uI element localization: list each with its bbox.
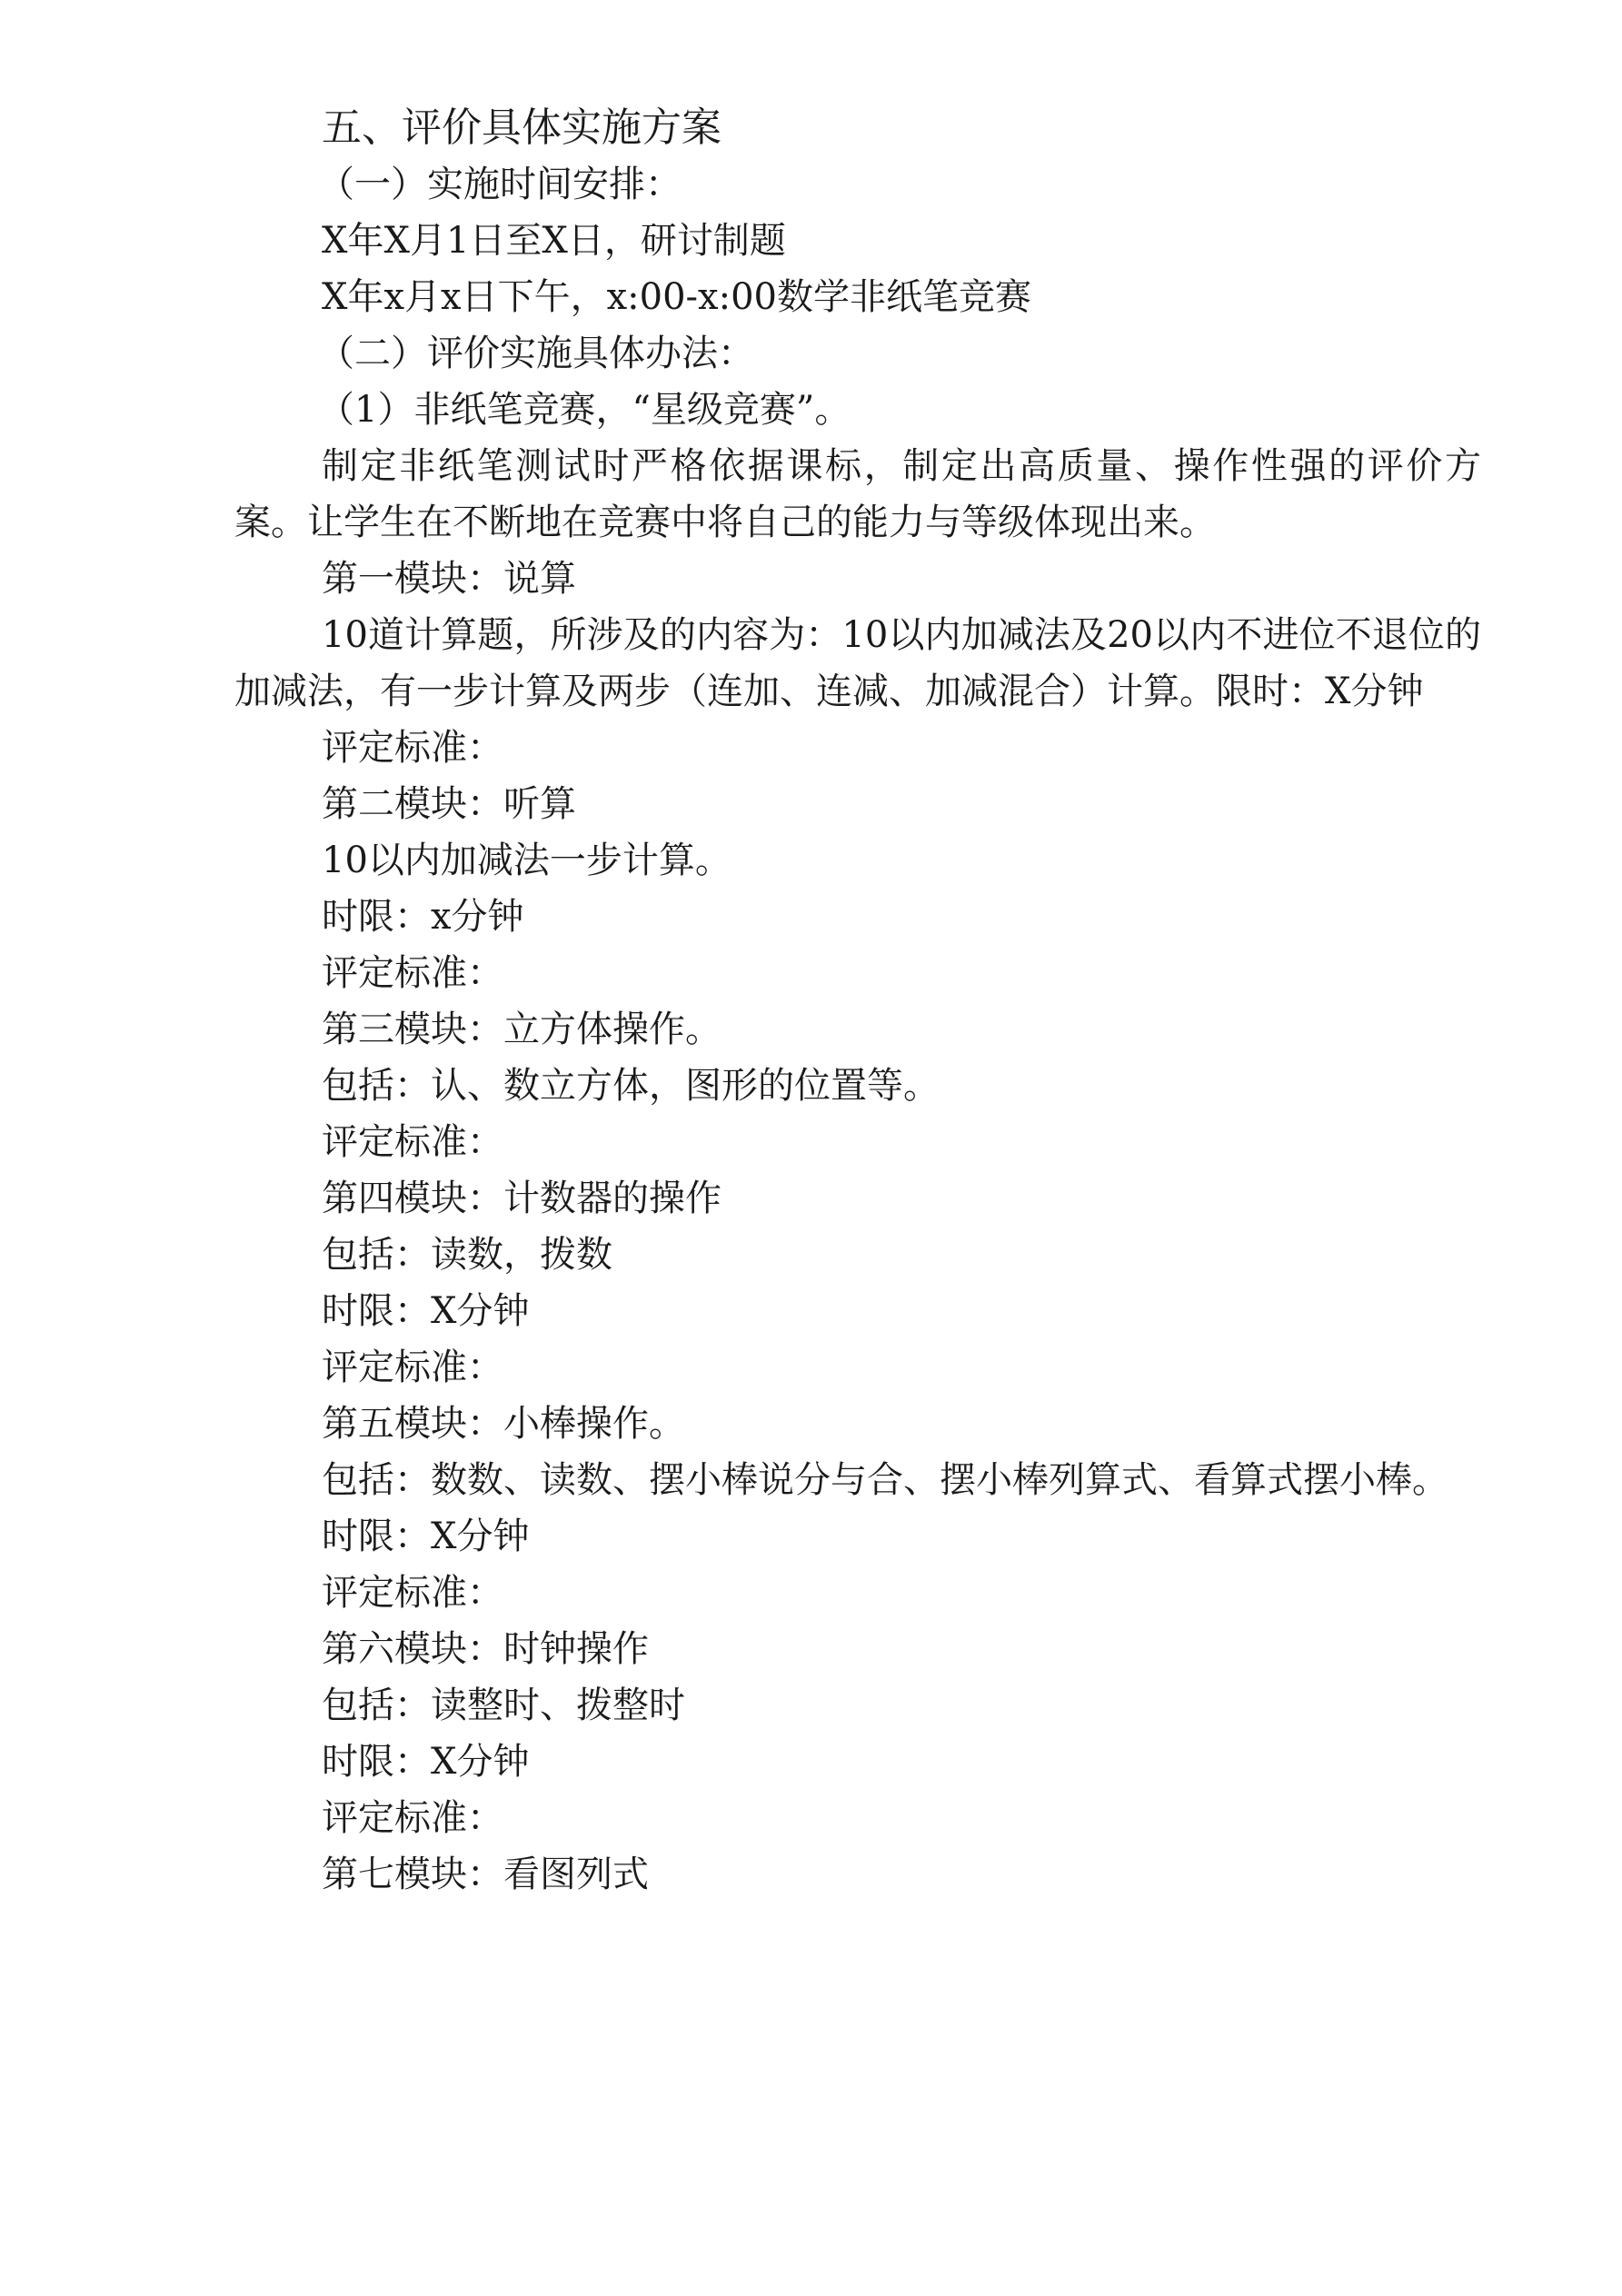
time-limit: 时限：X分钟 (322, 1516, 530, 1557)
paragraph: 10道计算题，所涉及的内容为：10以内加减法及20以内不进位不退位的加减法，有一步计算及两步（连加、连减、加减混合）计算。限时：X分钟 (234, 614, 1481, 712)
criteria-label: 评定标准： (322, 1121, 503, 1163)
schedule-line: X年X月1日至X日，研讨制题 (322, 220, 786, 262)
subsection-heading: （二）评价实施具体办法： (318, 333, 754, 374)
subsection-heading: （一）实施时间安排： (318, 164, 682, 205)
module-title: 第三模块：立方体操作。 (322, 1009, 721, 1050)
criteria-label: 评定标准： (322, 727, 503, 769)
module-title: 第二模块：听算 (322, 783, 576, 825)
time-limit: 时限：x分钟 (322, 896, 524, 938)
time-limit: 时限：X分钟 (322, 1741, 530, 1783)
criteria-label: 评定标准： (322, 1797, 503, 1839)
schedule-line: X年x月x日下午，x:00-x:00数学非纸笔竞赛 (322, 276, 1031, 318)
module-title: 第五模块：小棒操作。 (322, 1403, 685, 1445)
paragraph: 包括：读数，拨数 (322, 1234, 612, 1276)
module-title: 第四模块：计数器的操作 (322, 1178, 721, 1219)
module-title: 第一模块：说算 (322, 558, 576, 600)
criteria-label: 评定标准： (322, 1572, 503, 1614)
paragraph: 包括：认、数立方体，图形的位置等。 (322, 1065, 940, 1107)
paragraph: 制定非纸笔测试时严格依据课标，制定出高质量、操作性强的评价方案。让学生在不断地在竞赛中将自己的能力与等级体现出来。 (234, 445, 1481, 543)
criteria-label: 评定标准： (322, 1347, 503, 1388)
module-title: 第七模块：看图列式 (322, 1854, 649, 1895)
paragraph: 包括：读整时、拨整时 (322, 1685, 685, 1726)
time-limit: 时限：X分钟 (322, 1290, 530, 1332)
document-body (234, 100, 1481, 1903)
criteria-label: 评定标准： (322, 952, 503, 994)
section-heading: 五、评价具体实施方案 (322, 104, 721, 151)
module-title: 第六模块：时钟操作 (322, 1628, 649, 1670)
paragraph: 10以内加减法一步计算。 (322, 840, 731, 881)
method-heading: （1）非纸笔竞赛，“星级竞赛”。 (318, 389, 851, 431)
paragraph: 包括：数数、读数、摆小棒说分与合、摆小棒列算式、看算式摆小棒。 (322, 1459, 1448, 1501)
